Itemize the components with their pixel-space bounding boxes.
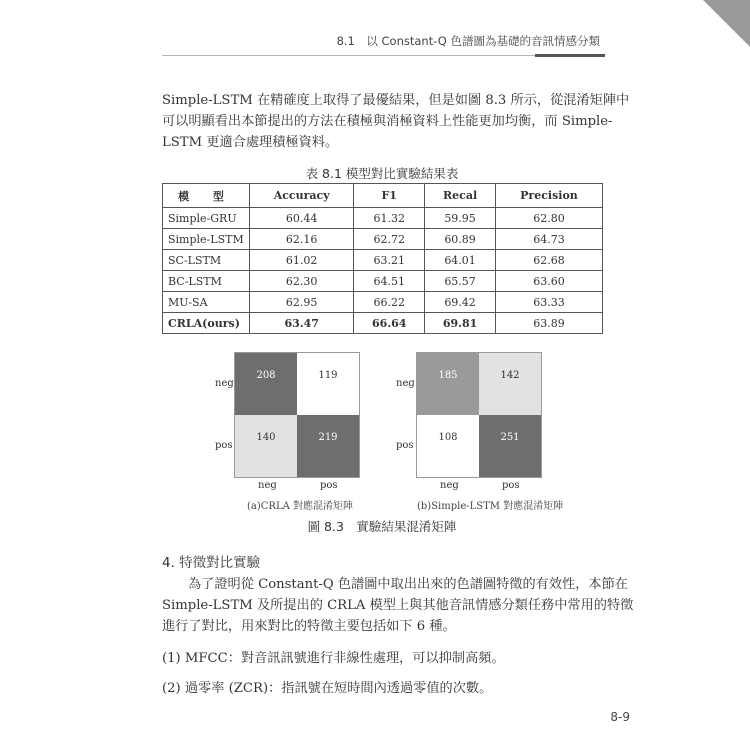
header-cell: Precision — [495, 184, 602, 208]
row-label: pos — [396, 440, 414, 451]
matrix-cell — [417, 415, 479, 477]
precision-cell: 62.68 — [495, 250, 602, 271]
f1-cell: 61.32 — [354, 208, 425, 229]
cell-value: 140 — [256, 432, 276, 443]
model-name-cell: Simple-GRU — [163, 208, 250, 229]
header-cell: F1 — [354, 184, 425, 208]
table-caption: 表 8.1 模型對比實驗結果表 — [305, 166, 459, 181]
page-corner-decoration — [703, 0, 750, 47]
accuracy-cell: 60.44 — [250, 208, 354, 229]
matrix-cell — [479, 415, 541, 477]
f1-cell: 66.22 — [354, 292, 425, 313]
table-row — [163, 208, 603, 229]
text-line: Simple-LSTM 及所提出的 CRLA 模型上與其他音訊情感分類任務中常用的特徵 — [162, 598, 634, 613]
f1-cell: 64.51 — [354, 271, 425, 292]
text-line: 為了證明從 Constant-Q 色譜圖中取出出來的色譜圖特徵的有效性，本節在 — [188, 577, 628, 592]
model-name-cell: MU-SA — [163, 292, 250, 313]
matrix-cell — [235, 415, 297, 477]
accuracy-cell: 62.30 — [250, 271, 354, 292]
accuracy-cell: 63.47 — [250, 313, 354, 334]
column-label: pos — [320, 480, 338, 491]
running-header: 8.1 以 Constant-Q 色譜圖為基礎的音訊情感分類 — [336, 34, 600, 48]
matrix-cell — [297, 353, 359, 415]
precision-cell: 62.80 — [495, 208, 602, 229]
accuracy-cell: 61.02 — [250, 250, 354, 271]
header-cell: Recal — [425, 184, 496, 208]
precision-cell: 64.73 — [495, 229, 602, 250]
cell-value: 142 — [500, 370, 520, 381]
list-item: (1) MFCC：對音訊訊號進行非線性處理，可以抑制高頻。 — [162, 651, 505, 666]
results-table — [162, 183, 603, 334]
table-row — [163, 229, 603, 250]
recall-cell: 69.42 — [425, 292, 496, 313]
column-label: neg — [440, 480, 459, 491]
f1-cell: 62.72 — [354, 229, 425, 250]
f1-cell: 66.64 — [354, 313, 425, 334]
table-row — [163, 271, 603, 292]
intro-paragraph — [162, 90, 630, 153]
cell-value: 208 — [256, 370, 276, 381]
row-label: pos — [215, 440, 233, 451]
text-line: 可以明顯看出本節提出的方法在積極與消極資料上性能更加均衡，而 Simple- — [162, 114, 613, 129]
row-label: neg — [215, 378, 234, 389]
page-number: 8-9 — [610, 710, 630, 724]
model-name-cell: BC-LSTM — [163, 271, 250, 292]
precision-cell: 63.33 — [495, 292, 602, 313]
header-cell: 模 型 — [163, 184, 250, 208]
recall-cell: 65.57 — [425, 271, 496, 292]
recall-cell: 59.95 — [425, 208, 496, 229]
table-row — [163, 313, 603, 334]
cell-value: 108 — [438, 432, 458, 443]
accuracy-cell: 62.95 — [250, 292, 354, 313]
table-row — [163, 292, 603, 313]
matrix-cell — [479, 353, 541, 415]
cell-value: 185 — [438, 370, 458, 381]
model-name-cell: Simple-LSTM — [163, 229, 250, 250]
accuracy-cell: 62.16 — [250, 229, 354, 250]
column-label: neg — [258, 480, 277, 491]
cell-value: 251 — [500, 432, 520, 443]
column-label: pos — [502, 480, 520, 491]
matrix-grid — [234, 352, 360, 478]
list-item: (2) 過零率 (ZCR)：指訊號在短時間內透過零值的次數。 — [162, 681, 493, 696]
cell-value: 219 — [318, 432, 338, 443]
matrix-subcaption: (b)Simple-LSTM 對應混淆矩陣 — [417, 501, 564, 512]
model-name-cell: SC-LSTM — [163, 250, 250, 271]
matrix-grid — [416, 352, 542, 478]
recall-cell: 69.81 — [425, 313, 496, 334]
section-heading: 4. 特徵對比實驗 — [162, 555, 261, 571]
matrix-cell — [417, 353, 479, 415]
row-label: neg — [396, 378, 415, 389]
cell-value: 119 — [318, 370, 338, 381]
text-line: 進行了對比，用來對比的特徵主要包括如下 6 種。 — [162, 619, 456, 634]
matrix-cell — [297, 415, 359, 477]
text-line: Simple-LSTM 在精確度上取得了最優結果，但是如圖 8.3 所示，從混淆矩陣中 — [162, 93, 630, 108]
recall-cell: 60.89 — [425, 229, 496, 250]
precision-cell: 63.60 — [495, 271, 602, 292]
precision-cell: 63.89 — [495, 313, 602, 334]
table-header-row — [163, 184, 603, 208]
figure-caption: 圖 8.3 實驗結果混淆矩陣 — [307, 519, 457, 534]
section-paragraph — [162, 574, 634, 637]
model-name-cell: CRLA(ours) — [163, 313, 250, 334]
f1-cell: 63.21 — [354, 250, 425, 271]
header-cell: Accuracy — [250, 184, 354, 208]
header-rule-accent — [535, 54, 605, 57]
matrix-cell — [235, 353, 297, 415]
table-row — [163, 250, 603, 271]
matrix-subcaption: (a)CRLA 對應混淆矩陣 — [247, 501, 353, 512]
text-line: LSTM 更適合處理積極資料。 — [162, 135, 339, 150]
recall-cell: 64.01 — [425, 250, 496, 271]
